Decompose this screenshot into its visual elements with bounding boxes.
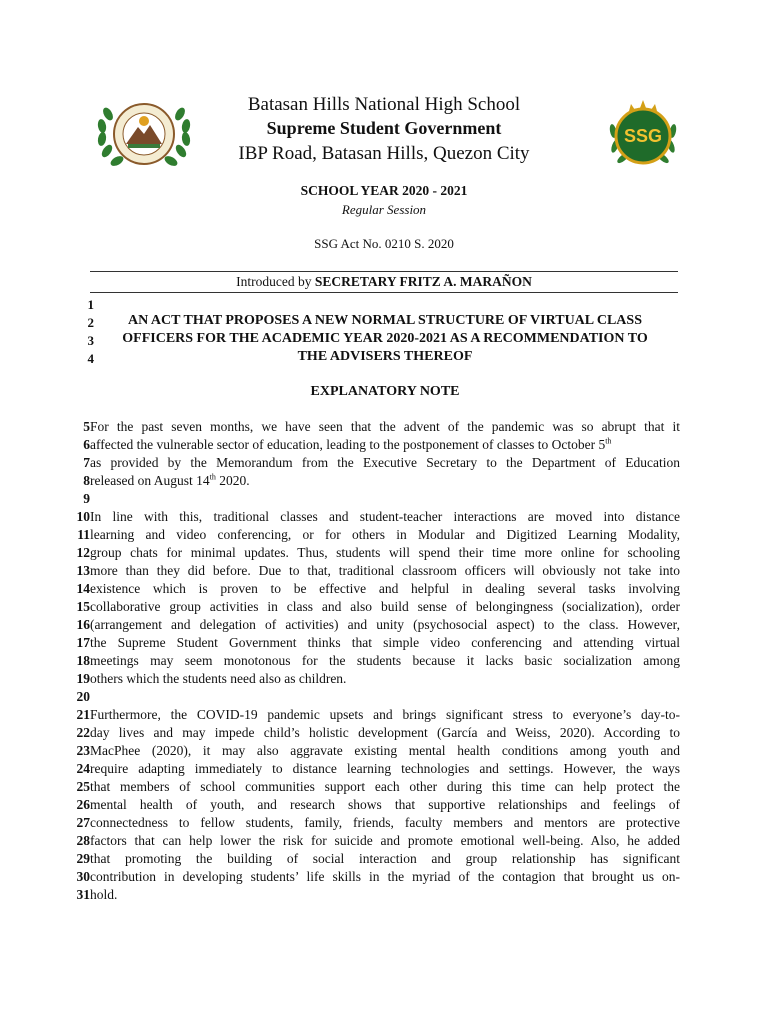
body-text: the Supreme Student Government thinks that simple video conferencing and attending virtual	[90, 635, 680, 650]
introducer-name: SECRETARY FRITZ A. MARAÑON	[314, 274, 532, 289]
body-text: released on August 14th 2020.	[90, 472, 250, 488]
body-line	[72, 508, 682, 526]
body-line	[72, 418, 682, 436]
line-number: 20	[76, 689, 90, 704]
school-year: SCHOOL YEAR 2020 - 2021	[300, 183, 468, 198]
line-number: 1	[87, 297, 94, 312]
line-number: 9	[83, 491, 90, 506]
body-line	[72, 454, 682, 472]
introduced-prefix: Introduced by	[236, 274, 312, 289]
school-address: IBP Road, Batasan Hills, Quezon City	[238, 143, 530, 164]
body-line	[72, 724, 682, 742]
ssg-logo-text: SSG	[623, 126, 663, 146]
line-number: 5	[83, 419, 90, 434]
body-line	[72, 868, 682, 886]
line-number: 13	[76, 563, 90, 578]
line-number: 12	[76, 545, 90, 560]
body-line	[72, 814, 682, 832]
body-text: learning and video conferencing, or for others in Modular and Digitized Learning Modality,	[90, 527, 680, 542]
body-line	[72, 760, 682, 778]
body-text: MacPhee (2020), it may also aggravate existing mental health conditions among youth and	[90, 743, 680, 758]
body-line	[72, 832, 682, 850]
body-line	[72, 706, 682, 724]
body-text: meetings may seem monotonous for the students because it lacks basic socialization among	[90, 653, 680, 668]
top-divider	[90, 271, 678, 272]
body-text: more than they did before. Due to that, traditional classroom officers will obviously not take into	[90, 563, 680, 578]
line-number: 2	[87, 315, 94, 330]
line-number: 11	[77, 527, 90, 542]
line-number: 26	[76, 797, 90, 812]
bottom-divider	[90, 292, 678, 293]
line-number: 17	[76, 635, 90, 650]
body-line	[72, 850, 682, 868]
line-number: 15	[76, 599, 90, 614]
body-text: existence which is proven to be effective and helpful in dealing several tasks involving	[90, 581, 680, 596]
body-text: group chats for minimal updates. Thus, students will spend their time more online for schooling	[90, 545, 680, 560]
body-line	[72, 634, 682, 652]
body-text: that members of school communities support each other during this time can help protect the	[90, 779, 680, 794]
body-line	[72, 598, 682, 616]
act-title-line: THE ADVISERS THEREOF	[297, 349, 473, 364]
line-number: 19	[76, 671, 90, 686]
session-label: Regular Session	[341, 202, 427, 217]
body-line	[72, 580, 682, 598]
line-number: 14	[76, 581, 90, 596]
section-title: EXPLANATORY NOTE	[310, 384, 460, 399]
line-number: 18	[76, 653, 90, 668]
body-text: collaborative group activities in class and also build sense of belongingness (socialization), order	[90, 599, 680, 614]
line-number: 3	[87, 333, 94, 348]
line-number: 16	[76, 617, 90, 632]
line-number: 22	[76, 725, 90, 740]
line-number: 8	[83, 473, 90, 488]
body-line	[72, 886, 682, 904]
school-name: Batasan Hills National High School	[247, 94, 521, 115]
ssg-logo	[603, 96, 683, 176]
line-number: 30	[76, 869, 90, 884]
body-line	[72, 526, 682, 544]
body-text: as provided by the Memorandum from the Executive Secretary to the Department of Education	[90, 455, 680, 470]
body-text: require adapting immediately to distance learning technologies and settings. However, the ways	[90, 761, 680, 776]
line-number: 24	[76, 761, 90, 776]
line-number: 10	[76, 509, 90, 524]
act-number: SSG Act No. 0210 S. 2020	[314, 236, 454, 251]
body-line	[72, 616, 682, 634]
line-number: 27	[76, 815, 90, 830]
line-number: 7	[83, 455, 90, 470]
body-line	[72, 778, 682, 796]
body-line	[72, 688, 682, 706]
body-text: factors that can help lower the risk for suicide and promote emotional well-being. Also, he added	[90, 833, 680, 848]
body-text: For the past seven months, we have seen that the advent of the pandemic was so abrupt that it	[90, 419, 680, 434]
body-text: connectedness to fellow students, family, friends, faculty members and mentors are protective	[90, 815, 680, 830]
body-line	[72, 472, 682, 490]
line-number: 6	[83, 437, 90, 452]
body-text: hold.	[90, 887, 118, 902]
body-line	[72, 544, 682, 562]
act-title-line: AN ACT THAT PROPOSES A NEW NORMAL STRUCTURE OF VIRTUAL CLASS	[127, 313, 642, 328]
body-text: mental health of youth, and research shows that supportive relationships and feelings of	[90, 797, 680, 812]
body-text: that promoting the building of social interaction and group relationship has significant	[90, 851, 680, 866]
line-number: 23	[76, 743, 90, 758]
line-number: 4	[87, 351, 94, 366]
body-text: contribution in developing students’ life skills in the myriad of the contagion that brought us on-	[90, 869, 680, 884]
body-line	[72, 652, 682, 670]
body-line	[72, 796, 682, 814]
line-number: 31	[76, 887, 90, 902]
body-text: day lives and may impede child’s holistic development (García and Weiss, 2020). According to	[90, 725, 680, 740]
line-number: 29	[76, 851, 90, 866]
introduced-by-line	[90, 274, 678, 290]
act-title-line: OFFICERS FOR THE ACADEMIC YEAR 2020-2021 AS A RECOMMENDATION TO	[122, 331, 648, 346]
body-line	[72, 670, 682, 688]
body-line	[72, 742, 682, 760]
body-text: Furthermore, the COVID-19 pandemic upsets and brings significant stress to everyone’s day-to-	[90, 707, 680, 722]
organization-name: Supreme Student Government	[266, 118, 502, 138]
body-line	[72, 436, 682, 454]
body-text: (arrangement and delegation of activities) and unity (psychosocial aspect) to the class. However,	[90, 617, 680, 632]
body-text: others which the students need also as children.	[90, 671, 347, 686]
body-text: In line with this, traditional classes and student-teacher interactions are moved into distance	[90, 509, 680, 524]
line-number: 21	[76, 707, 90, 722]
line-number: 25	[76, 779, 90, 794]
body-line	[72, 562, 682, 580]
body-line	[72, 490, 682, 508]
body-text: affected the vulnerable sector of education, leading to the postponement of classes to October 5th	[90, 436, 612, 452]
line-number: 28	[76, 833, 90, 848]
